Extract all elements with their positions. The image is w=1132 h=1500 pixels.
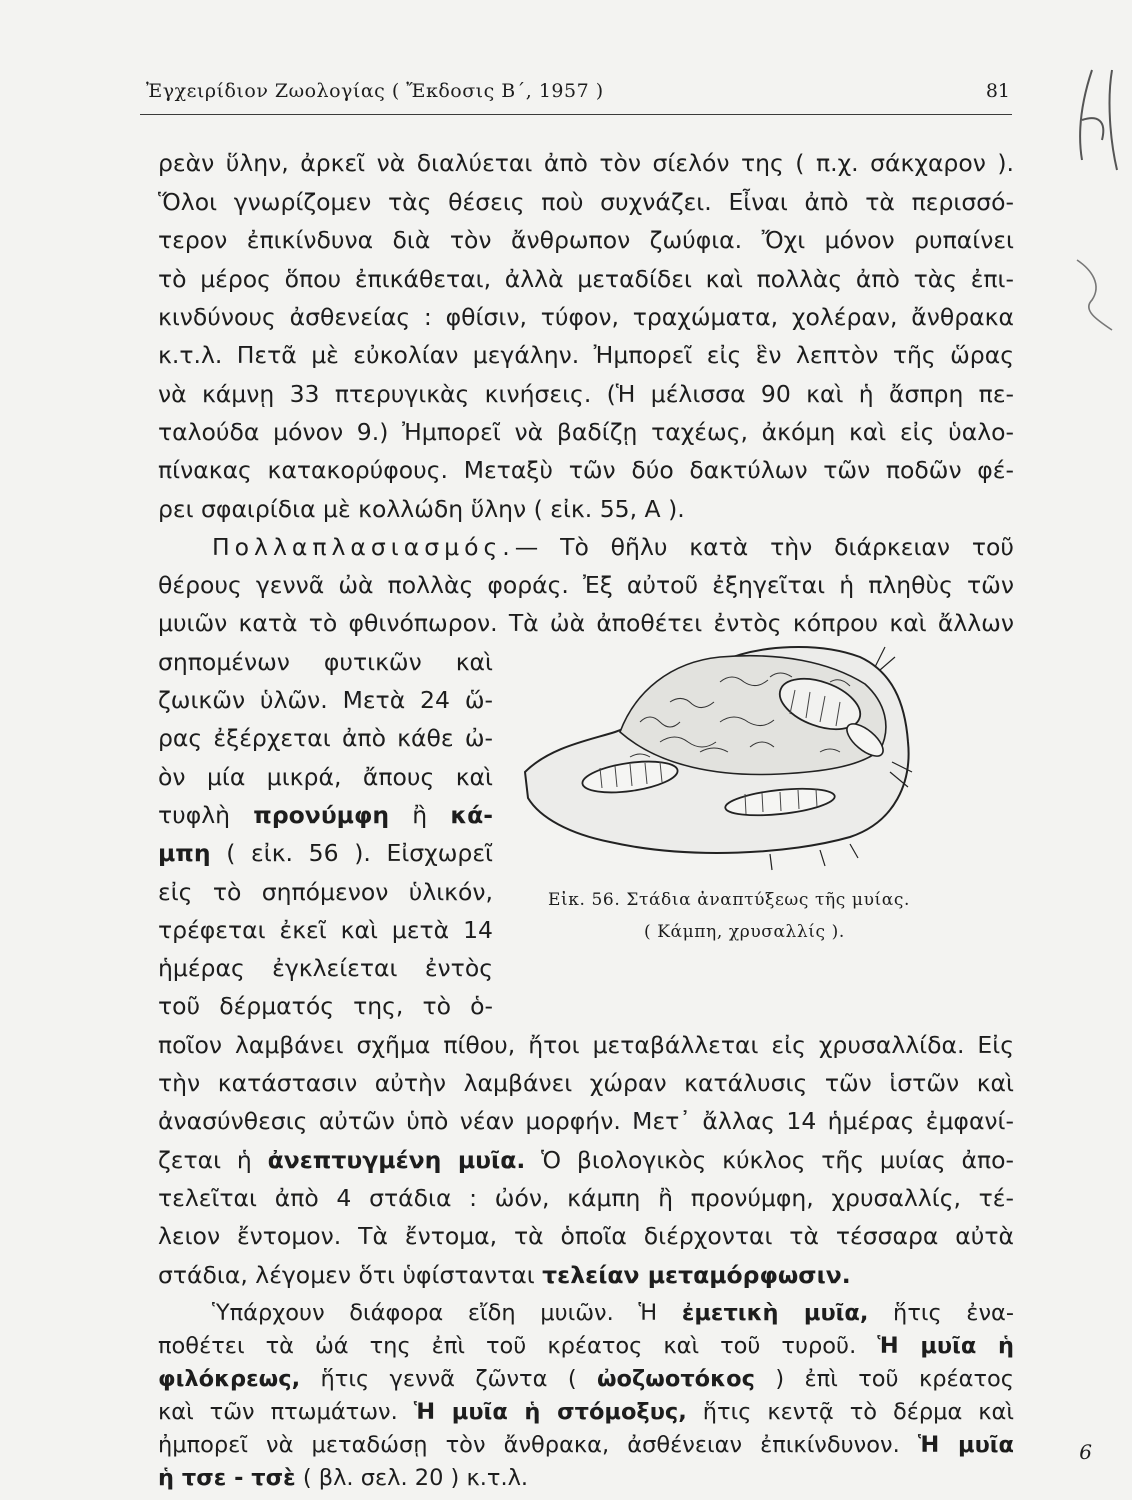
bold-term: Ἡ μυῖα ἡ στόμοξυς,: [413, 1399, 687, 1425]
signature-number: 6: [1079, 1440, 1092, 1464]
body-line: [158, 1258, 1014, 1292]
body-line: μυιῶν κατὰ τὸ φθινόπωρον. Τὰ ὠὰ ἀποθέτει ἐντὸς κόπρου καὶ ἄλλων: [158, 609, 1014, 637]
term-kampi-start: κά-: [450, 801, 493, 829]
term-metamorphosis: τελείαν μεταμόρφωσιν.: [542, 1261, 851, 1289]
bold-term: Ἡ μυῖα: [917, 1432, 1014, 1458]
wrapped-line: ρας ἐξέρχεται ἀπὸ κάθε ὠ-: [158, 724, 493, 752]
body-line: πίνακας κατακορύφους. Μεταξὺ τῶν δύο δακτύλων τῶν ποδῶν φέ-: [158, 456, 1014, 484]
text-span: ) ἐπὶ τοῦ κρέατος: [754, 1366, 1015, 1392]
text-span: ζεται ἡ: [158, 1146, 268, 1174]
body-line: [158, 1396, 1014, 1428]
handwritten-margin-marks: [1062, 60, 1132, 360]
wrapped-line: [158, 798, 493, 832]
text-span: Ὁ βιολογικὸς κύκλος τῆς μυίας ἀπο-: [525, 1146, 1014, 1174]
bold-term: ὠοζωοτόκος: [597, 1366, 755, 1392]
body-line: κινδύνους ἀσθενείας : φθίσιν, τύφον, τραχώματα, χολέραν, ἄνθρακα: [158, 303, 1014, 331]
body-line: ρει σφαιρίδια μὲ κολλώδη ὕλην ( εἰκ. 55, Α ).: [158, 495, 685, 523]
larva-pupa-illustration: [520, 622, 920, 872]
section-heading: Πολλαπλασιασμός.: [212, 533, 515, 561]
wrapped-line: ὸν μία μικρά, ἄπους καὶ: [158, 763, 493, 791]
term-adult-fly: ἀνεπτυγμένη μυῖα.: [267, 1146, 526, 1174]
body-line: τερον ἐπικίνδυνα διὰ τὸν ἄνθρωπον ζωύφια. Ὄχι μόνον ρυπαίνει: [158, 226, 1014, 254]
body-line: [158, 1330, 1014, 1362]
text-span: στάδια, λέγομεν ὅτι ὑφίστανται: [158, 1261, 543, 1289]
body-line: τὸ μέρος ὅπου ἐπικάθεται, ἀλλὰ μεταδίδει καὶ πολλὰς ἀπὸ τὰς ἐπι-: [158, 265, 1014, 293]
bold-term: ἡ τσε - τσὲ: [158, 1465, 296, 1491]
body-line: ἀνασύνθεσις αὐτῶν ὑπὸ νέαν μορφήν. Μετ᾽ ἄλλας 14 ἡμέρας ἐμφανί-: [158, 1107, 1014, 1135]
figure-caption-line1: Εἰκ. 56. Στάδια ἀναπτύξεως τῆς μυίας.: [548, 890, 910, 910]
figure-fly-development: [520, 622, 920, 872]
text-span: ἥτις γεννᾶ ζῶντα (: [300, 1366, 597, 1392]
term-pronymph: προνύμφη: [253, 801, 390, 829]
text-span: ἥτις κεντᾷ τὸ δέρμα καὶ: [686, 1399, 1014, 1425]
body-line: [212, 1297, 1014, 1329]
body-line: τελεῖται ἀπὸ 4 στάδια : ὠόν, κάμπη ἢ προνύμφη, χρυσαλλίς, τέ-: [158, 1184, 1014, 1212]
body-line: [158, 1143, 1014, 1177]
text-span: ἥτις ἐνα-: [868, 1300, 1014, 1326]
section-heading-rest: — Τὸ θῆλυ κατὰ τὴν διάρκειαν τοῦ: [514, 533, 1014, 561]
text-span: καὶ τῶν πτωμάτων.: [158, 1399, 414, 1425]
figure-caption-line2: ( Κάμπη, χρυσαλλίς ).: [644, 922, 845, 942]
running-header: [140, 78, 1012, 115]
body-line: λειον ἔντομον. Τὰ ἔντομα, τὰ ὁποῖα διέρχονται τὰ τέσσαρα αὐτὰ: [158, 1222, 1014, 1250]
body-line: κ.τ.λ. Πετᾶ μὲ εὐκολίαν μεγάλην. Ἠμπορεῖ εἰς ἓν λεπτὸν τῆς ὥρας: [158, 341, 1014, 369]
term-emetic-fly: ἐμετικὴ μυῖα,: [681, 1300, 869, 1326]
wrapped-line: ζωικῶν ὑλῶν. Μετὰ 24 ὥ-: [158, 686, 493, 714]
wrapped-line: σηπομένων φυτικῶν καὶ: [158, 648, 493, 676]
body-line: [158, 1429, 1014, 1461]
text-span: ( εἰκ. 56 ). Εἰσχωρεῖ: [210, 839, 493, 867]
text-span: ἠμπορεῖ νὰ μεταδώσῃ τὸν ἄνθρακα, ἀσθένειαν ἐπικίνδυνον.: [158, 1432, 918, 1458]
bold-term: φιλόκρεως,: [158, 1366, 301, 1392]
body-line: νὰ κάμνῃ 33 πτερυγικὰς κινήσεις. (Ἡ μέλισσα 90 καὶ ἡ ἄσπρη πε-: [158, 380, 1014, 408]
wrapped-line: [158, 836, 493, 870]
header-page-number: 81: [985, 80, 1010, 102]
text-span: Ὑπάρχουν διάφορα εἴδη μυιῶν. Ἡ: [212, 1300, 682, 1326]
wrapped-line: τρέφεται ἐκεῖ καὶ μετὰ 14: [158, 916, 493, 944]
body-line: Ὅλοι γνωρίζομεν τὰς θέσεις ποὺ συχνάζει. Εἶναι ἀπὸ τὰ περισσό-: [158, 188, 1014, 216]
wrapped-line: τοῦ δέρματός της, τὸ ὁ-: [158, 992, 493, 1020]
body-line: ποῖον λαμβάνει σχῆμα πίθου, ἤτοι μεταβάλλεται εἰς χρυσαλλίδα. Εἰς: [158, 1031, 1014, 1059]
term-kampi-end: μπη: [158, 839, 211, 867]
body-line: θέρους γεννᾶ ὠὰ πολλὰς φοράς. Ἐξ αὐτοῦ ἐξηγεῖται ἡ πληθὺς τῶν: [158, 571, 1014, 599]
section-heading-line: [212, 530, 1014, 564]
body-line: ρεὰν ὕλην, ἀρκεῖ νὰ διαλύεται ἀπὸ τὸν σίελόν της ( π.χ. σάκχαρον ).: [158, 149, 1014, 177]
bold-term: Ἡ μυῖα ἡ: [877, 1333, 1015, 1359]
text-span: ποθέτει τὰ ὠά της ἐπὶ τοῦ κρέατος καὶ τοῦ τυροῦ.: [158, 1333, 878, 1359]
body-line: [158, 1462, 1014, 1494]
body-line: [158, 1363, 1014, 1395]
body-line: ταλούδα μόνον 9.) Ἠμπορεῖ νὰ βαδίζῃ ταχέως, ἀκόμη καὶ εἰς ὑαλο-: [158, 418, 1014, 446]
header-title: Ἐγχειρίδιον Ζωολογίας ( Ἔκδοσις Β΄, 1957 ): [146, 80, 604, 102]
body-line: τὴν κατάστασιν αὐτὴν λαμβάνει χώραν κατάλυσις τῶν ἱστῶν καὶ: [158, 1069, 1014, 1097]
wrapped-line: εἰς τὸ σηπόμενον ὑλικόν,: [158, 878, 493, 906]
text-span: τυφλὴ: [158, 801, 254, 829]
text-span: ἢ: [389, 801, 451, 829]
wrapped-line: ἡμέρας ἐγκλείεται ἐντὸς: [158, 954, 493, 982]
text-span: ( βλ. σελ. 20 ) κ.τ.λ.: [295, 1465, 529, 1491]
